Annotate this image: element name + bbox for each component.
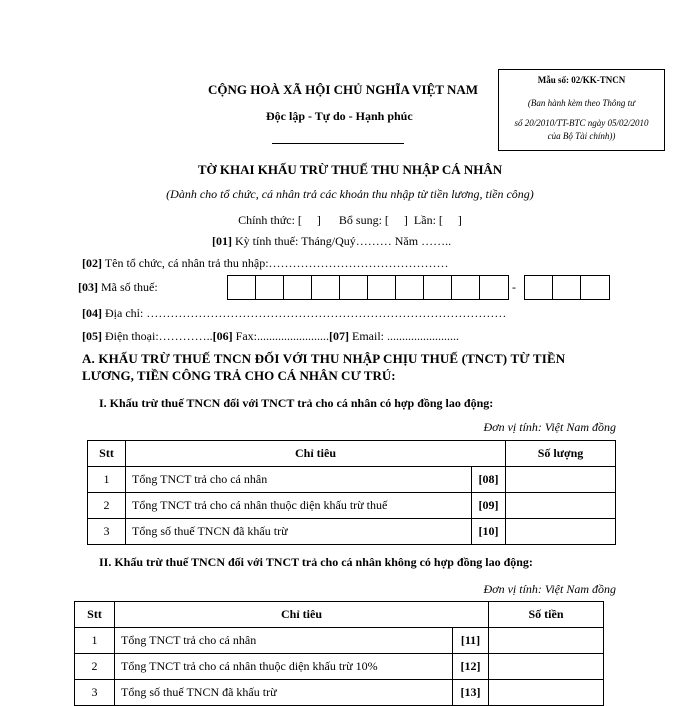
section-1-table (87, 440, 616, 545)
col-value-header: Số tiền (489, 602, 604, 628)
row-item: Tổng TNCT trả cho cá nhân thuộc diện khấu trừ 10% (115, 654, 453, 680)
row-value-cell[interactable] (489, 680, 604, 706)
section-1-heading: I. Khấu trừ thuế TNCN đối với TNCT trả cho cá nhân có hợp đồng lao động: (99, 396, 494, 410)
section-2-unit: Đơn vị tính: Việt Nam đồng (483, 582, 616, 596)
tax-code-digit[interactable] (424, 276, 452, 299)
tax-code-digit[interactable] (284, 276, 312, 299)
tax-code-separator: - (512, 280, 516, 294)
section-2-table (74, 601, 604, 706)
table-header-row (88, 441, 616, 467)
field-07-label: Email: ........................ (349, 329, 459, 343)
field-05-07-contact (82, 329, 459, 344)
tax-code-digit[interactable] (525, 276, 553, 299)
row-item: Tổng TNCT trả cho cá nhân thuộc diện khấu trừ thuế (126, 493, 472, 519)
row-item: Tổng số thuế TNCN đã khấu trừ (115, 680, 453, 706)
row-code: [11] (453, 628, 489, 654)
tax-code-digit[interactable] (581, 276, 609, 299)
row-stt: 3 (88, 519, 126, 545)
field-03-label: Mã số thuế: (98, 280, 158, 294)
form-issued-line-2: số 20/2010/TT-BTC ngày 05/02/2010 (514, 118, 649, 128)
col-value-header: Số lượng (506, 441, 616, 467)
tax-code-digit[interactable] (256, 276, 284, 299)
col-stt-header: Stt (88, 441, 126, 467)
tax-code-digit[interactable] (553, 276, 581, 299)
tax-code-digit[interactable] (480, 276, 508, 299)
field-05-label: Điện thoại:………….. (102, 329, 213, 343)
row-code: [12] (453, 654, 489, 680)
col-item-header: Chỉ tiêu (126, 441, 506, 467)
row-stt: 1 (88, 467, 126, 493)
table-row (88, 467, 616, 493)
tax-code-digit[interactable] (368, 276, 396, 299)
tax-code-digit[interactable] (452, 276, 480, 299)
tax-code-boxes-main[interactable] (227, 275, 509, 300)
row-stt: 3 (75, 680, 115, 706)
row-value-cell[interactable] (506, 493, 616, 519)
col-stt-header: Stt (75, 602, 115, 628)
table-row (88, 493, 616, 519)
tax-code-boxes-branch[interactable] (524, 275, 610, 300)
field-07-code: [07] (329, 329, 349, 343)
row-value-cell[interactable] (506, 467, 616, 493)
tax-code-digit[interactable] (340, 276, 368, 299)
row-code: [09] (472, 493, 506, 519)
field-02-label: Tên tổ chức, cá nhân trả thu nhập:……………………………………… (102, 256, 449, 270)
field-05-code: [05] (82, 329, 102, 343)
country-name: CỘNG HOÀ XÃ HỘI CHỦ NGHĨA VIỆT NAM (208, 82, 479, 97)
section-1-unit: Đơn vị tính: Việt Nam đồng (483, 420, 616, 434)
row-code: [10] (472, 519, 506, 545)
field-02-payer-name (82, 256, 449, 271)
table-row (75, 628, 604, 654)
col-item-header: Chỉ tiêu (115, 602, 489, 628)
field-03-tax-code (78, 280, 158, 295)
section-a-title-line-2: LƯƠNG, TIỀN CÔNG TRẢ CHO CÁ NHÂN CƯ TRÚ: (82, 368, 396, 383)
row-stt: 1 (75, 628, 115, 654)
row-code: [08] (472, 467, 506, 493)
field-01-label: Kỳ tính thuế: Tháng/Quý……… Năm …….. (232, 234, 452, 248)
field-06-code: [06] (212, 329, 233, 343)
row-value-cell[interactable] (506, 519, 616, 545)
row-item: Tổng TNCT trả cho cá nhân (115, 628, 453, 654)
form-issued-line-3: của Bộ Tài chính)) (547, 131, 616, 141)
tax-code-digit[interactable] (396, 276, 424, 299)
row-value-cell[interactable] (489, 628, 604, 654)
field-02-code: [02] (82, 256, 102, 270)
table-row (88, 519, 616, 545)
national-motto: Độc lập - Tự do - Hạnh phúc (266, 109, 413, 123)
field-04-code: [04] (82, 306, 102, 320)
row-item: Tổng TNCT trả cho cá nhân (126, 467, 472, 493)
motto-underline (272, 143, 404, 144)
table-header-row (75, 602, 604, 628)
form-code-box (498, 69, 665, 151)
section-2-heading: II. Khấu trừ thuế TNCN đối với TNCT trả cho cá nhân không có hợp đồng lao động: (99, 555, 533, 569)
field-04-label: Địa chỉ: ……………………………………………………………………………… (102, 306, 507, 320)
form-title: TỜ KHAI KHẤU TRỪ THUẾ THU NHẬP CÁ NHÂN (197, 162, 503, 177)
section-a-title-line-1: A. KHẤU TRỪ THUẾ TNCN ĐỐI VỚI THU NHẬP CHỊU THUẾ (TNCT) TỪ TIỀN (82, 351, 566, 366)
row-value-cell[interactable] (489, 654, 604, 680)
table-row (75, 680, 604, 706)
form-subtitle: (Dành cho tổ chức, cá nhân trả các khoản thu nhập từ tiền lương, tiền công) (166, 187, 534, 201)
row-code: [13] (453, 680, 489, 706)
field-06-label: Fax:........................ (232, 329, 329, 343)
row-stt: 2 (75, 654, 115, 680)
form-code: Mẫu số: 02/KK-TNCN (537, 75, 626, 85)
table-row (75, 654, 604, 680)
row-stt: 2 (88, 493, 126, 519)
tax-code-digit[interactable] (312, 276, 340, 299)
form-issued-line-1: (Ban hành kèm theo Thông tư (527, 98, 636, 108)
tax-code-digit[interactable] (228, 276, 256, 299)
field-01-tax-period (212, 234, 451, 249)
declaration-status: Chính thức: [ ] Bổ sung: [ ] Lần: [ ] (238, 213, 462, 227)
field-01-code: [01] (212, 234, 232, 248)
field-04-address (82, 306, 506, 321)
row-item: Tổng số thuế TNCN đã khấu trừ (126, 519, 472, 545)
field-03-code: [03] (78, 280, 98, 294)
